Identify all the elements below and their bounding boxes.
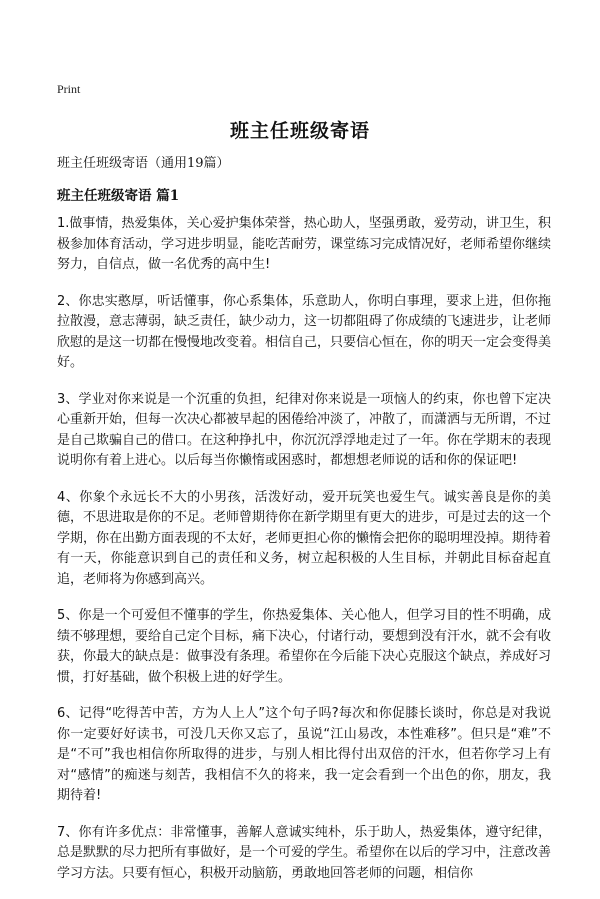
- print-label: Print: [57, 82, 81, 96]
- paragraph-2: 2、你忠实憨厚，听话懂事，你心系集体，乐意助人，你明白事理，要求上进，但你拖拉散漫，意志薄弱，缺乏责任，缺少动力，这一切都阻碍了你成绩的飞速进步，让老师欣慰的是这一切都在慢慢地改变着。相信自己，只要信心恒在，你的明天一定会变得美好。: [57, 293, 552, 370]
- paragraph-3: 3、学业对你来说是一个沉重的负担，纪律对你来说是一项恼人的约束，你也曾下定决心重新开始，但每一次决心都被早起的困倦给冲淡了，冲散了，而潇洒与无所谓，不过是自己欺骗自己的借口。在这种挣扎中，你沉沉浮浮地走过了一年。你在学期末的表现说明你有着上进心。以后每当你懒惰或困惑时，都想想老师说的话和你的保证吧!: [57, 391, 552, 468]
- paragraph-4: 4、你象个永远长不大的小男孩，活泼好动，爱开玩笑也爱生气。诚实善良是你的美德，不思进取是你的不足。老师曾期待你在新学期里有更大的进步，可是过去的这一个学期，你在出勤方面表现的不太好，老师更担心你的懒惰会把你的聪明埋没掉。期待着有一天，你能意识到自己的责任和义务，树立起积极的人生目标，并朝此目标奋起直追，老师将为你感到高兴。: [57, 489, 552, 587]
- paragraph-7: 7、你有许多优点：非常懂事，善解人意诚实纯朴，乐于助人，热爱集体，遵守纪律，总是默默的尽力把所有事做好，是一个可爱的学生。希望你在以后的学习中，注意改善学习方法。只要有恒心，积极开动脑筋，勇敢地回答老师的问题，相信你: [57, 824, 552, 881]
- paragraph-list: [57, 214, 551, 899]
- paragraph-6: 6、记得“吃得苦中苦，方为人上人”这个句子吗?每次和你促膝长谈时，你总是对我说你一定要好好读书，可没几天你又忘了，虽说“江山易改，本性难移”。但只是“难”不是“不可”我也相信你所取得的进步，与别人相比得付出双倍的汗水，但若你学习上有对“感情”的痴迷与刻苦，我相信不久的将来，我一定会看到一个出色的你，朋友，我期待着!: [57, 706, 551, 803]
- page-title: 班主任班级寄语: [229, 120, 370, 142]
- paragraph-1: 1.做事情，热爱集体，关心爱护集体荣誉，热心助人，坚强勇敢，爱劳动，讲卫生，积极参加体育活动，学习进步明显，能吃苦耐劳，课堂练习完成情况好，老师希望你继续努力，自信点，做一名优秀的高中生!: [57, 216, 552, 272]
- section-heading: 班主任班级寄语 篇1: [57, 188, 180, 204]
- paragraph-5: 5、你是一个可爱但不懂事的学生，你热爱集体、关心他人，但学习目的性不明确，成绩不够理想，要给自己定个目标，痛下决心，付诸行动，要想到没有汗水，就不会有收获，你最大的缺点是：做事没有条理。希望你在今后能下决心克服这个缺点，养成好习惯，打好基础，做个积极上进的好学生。: [57, 608, 552, 685]
- document-subtitle: 班主任班级寄语（通用19篇）: [57, 156, 230, 171]
